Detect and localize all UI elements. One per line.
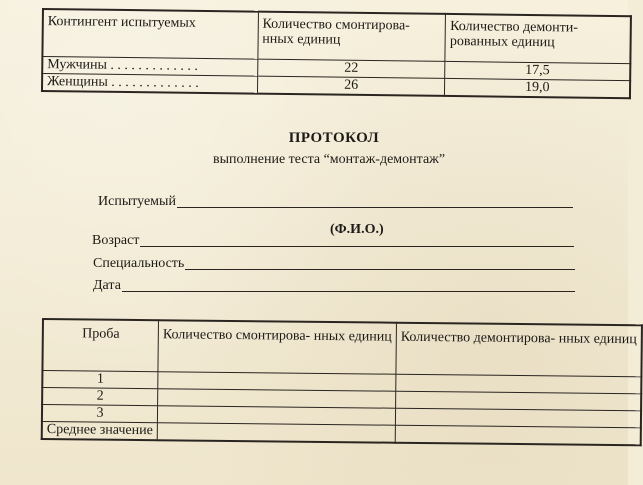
subject-blank-line[interactable] [177, 206, 573, 208]
header-text: Количество смонтирова- [162, 327, 311, 344]
results-table [41, 8, 632, 99]
table-header-cell [42, 319, 158, 372]
dismounted-value: 19,0 [445, 78, 630, 98]
date-label: Дата [93, 278, 121, 293]
table-header-cell [158, 320, 396, 374]
specialty-blank-line[interactable] [185, 268, 575, 270]
mounted-value: 22 [257, 59, 445, 78]
average-label: Среднее значение [42, 422, 158, 441]
date-blank-line[interactable] [122, 290, 575, 292]
header-text: нных единиц [558, 331, 637, 348]
age-label: Возраст [92, 233, 140, 248]
specialty-field[interactable] [93, 256, 575, 272]
mounted-value: 26 [257, 76, 445, 96]
header-text: нных единиц [262, 31, 341, 48]
trial-label: 2 [42, 388, 158, 406]
header-text: Контингент испытуемых [47, 14, 196, 31]
protocol-title: ПРОТОКОЛ [288, 130, 380, 146]
protocol-table [41, 318, 643, 446]
row-label: Женщины . . . . . . . . . . . . . [42, 74, 257, 94]
age-field[interactable] [92, 233, 574, 249]
table-header-row [42, 9, 631, 64]
row-label: Мужчины . . . . . . . . . . . . . [42, 57, 257, 77]
age-blank-line[interactable] [140, 245, 574, 247]
dismounted-cell[interactable] [395, 425, 641, 445]
subject-label: Испытуемый [98, 194, 176, 209]
table-header-row [42, 319, 641, 377]
table-header-cell [396, 323, 642, 377]
protocol-subtitle: выполнение теста “монтаж-демонтаж” [212, 152, 446, 167]
header-text: рованных единиц [449, 33, 555, 51]
trial-label: 1 [42, 371, 158, 389]
table-header-cell [258, 12, 446, 62]
header-text: нных единиц [313, 328, 392, 345]
table-header-cell [445, 14, 631, 64]
dismounted-value: 17,5 [445, 61, 630, 80]
subject-field[interactable] [98, 194, 573, 210]
header-text: Количество демонти- [450, 18, 579, 36]
specialty-label: Специальность [93, 256, 185, 271]
date-field[interactable] [93, 278, 575, 294]
fio-caption: (Ф.И.О.) [330, 222, 384, 237]
trial-label: 3 [42, 405, 158, 423]
header-text: Проба [82, 326, 120, 342]
header-text: Количество смонтирова- [262, 16, 410, 34]
table-header-cell [42, 9, 258, 59]
header-text: Количество демонтирова- [400, 329, 556, 347]
mounted-cell[interactable] [157, 423, 395, 443]
